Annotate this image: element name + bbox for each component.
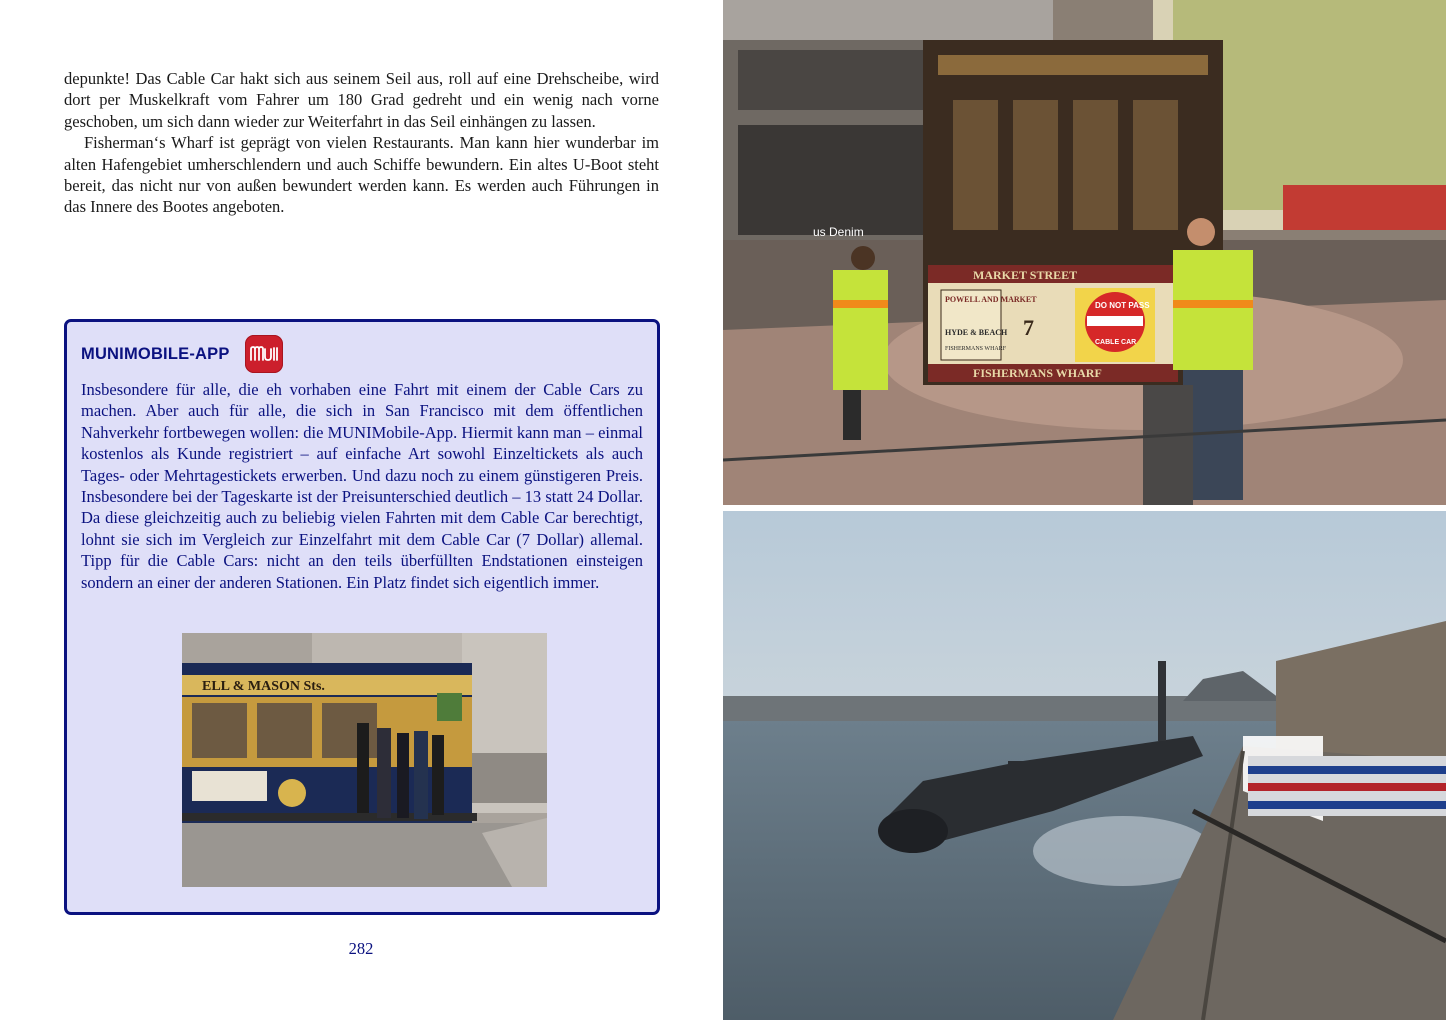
submarine-pier-photo (723, 511, 1446, 1020)
route-sign-3: FISHERMANS WHARF (945, 346, 1007, 352)
warning-sign-1: DO NOT PASS (1095, 301, 1150, 310)
body-paragraph-2: Fisherman‘s Wharf ist geprägt von vielen Restaurants. Man kann hier wunderbar im alten Hafengebiet umherschlendern und auch Schiffe bewundern. Ein altes U-Boot steht bereit, das nicht nur von außen bewundert werden kann. Es werden auch Führungen in das Innere des Bootes angeboten. (64, 133, 659, 217)
infobox-title: MUNIMOBILE-APP (81, 344, 230, 363)
warning-sign-2: CABLE CAR (1095, 339, 1137, 346)
body-paragraph-1: depunkte! Das Cable Car hakt sich aus seinem Seil aus, roll auf eine Drehscheibe, wird dort per Muskelkraft vom Fahrer um 180 Grad gedreht und ein wenig nach vorne geschoben, um sich dann wieder zur Weiterfahrt in das Seil einhängen zu lassen. (64, 69, 659, 131)
store-sign: us Denim (813, 225, 864, 239)
page-number: 282 (348, 939, 374, 958)
car-number: 7 (1023, 315, 1034, 340)
infobox-header (81, 334, 283, 374)
cable-car-passengers-photo (182, 633, 547, 887)
route-sign-1: POWELL AND MARKET (945, 295, 1037, 304)
left-page (0, 0, 722, 1020)
route-sign-2: HYDE & BEACH (945, 328, 1008, 337)
market-street-banner: MARKET STREET (973, 268, 1078, 282)
muni-app-icon (245, 335, 283, 373)
fishermans-wharf-banner: FISHERMANS WHARF (973, 366, 1102, 380)
munimobile-infobox (64, 319, 660, 915)
cable-car-street-sign: ELL & MASON Sts. (202, 679, 325, 694)
infobox-text: Insbesondere für alle, die eh vorhaben eine Fahrt mit einem der Cable Cars zu machen. Aber auch für alle, die sich in San Francisco mit dem öffentlichen Nahverkehr fortbewegen wollen: die MUNIMobile-App. Hiermit kann man – einmal kostenlos als Kunde registriert – auf einfache Art sowohl Einzeltickets als auch Tages- oder Mehrtagestickets erwerben. Und dazu noch zu einem günstigeren Preis. Insbesondere bei der Tageskarte ist der Preisunterschied deutlich – 13 statt 24 Dollar. Da diese gleichzeitig auch zu beliebig vielen Fahrten mit dem Cable Car berechtigt, lohnt sie sich im Vergleich zur Einzelfahrt mit dem Cable Car (7 Dollar) allemal. Tipp für die Cable Cars: nicht an den teils überfüllten Endstationen einsteigen sondern an einer der anderen Stationen. Ein Platz findet sich eigentlich immer. (81, 380, 643, 592)
body-text (64, 68, 659, 218)
cable-car-turntable-photo (723, 0, 1446, 505)
